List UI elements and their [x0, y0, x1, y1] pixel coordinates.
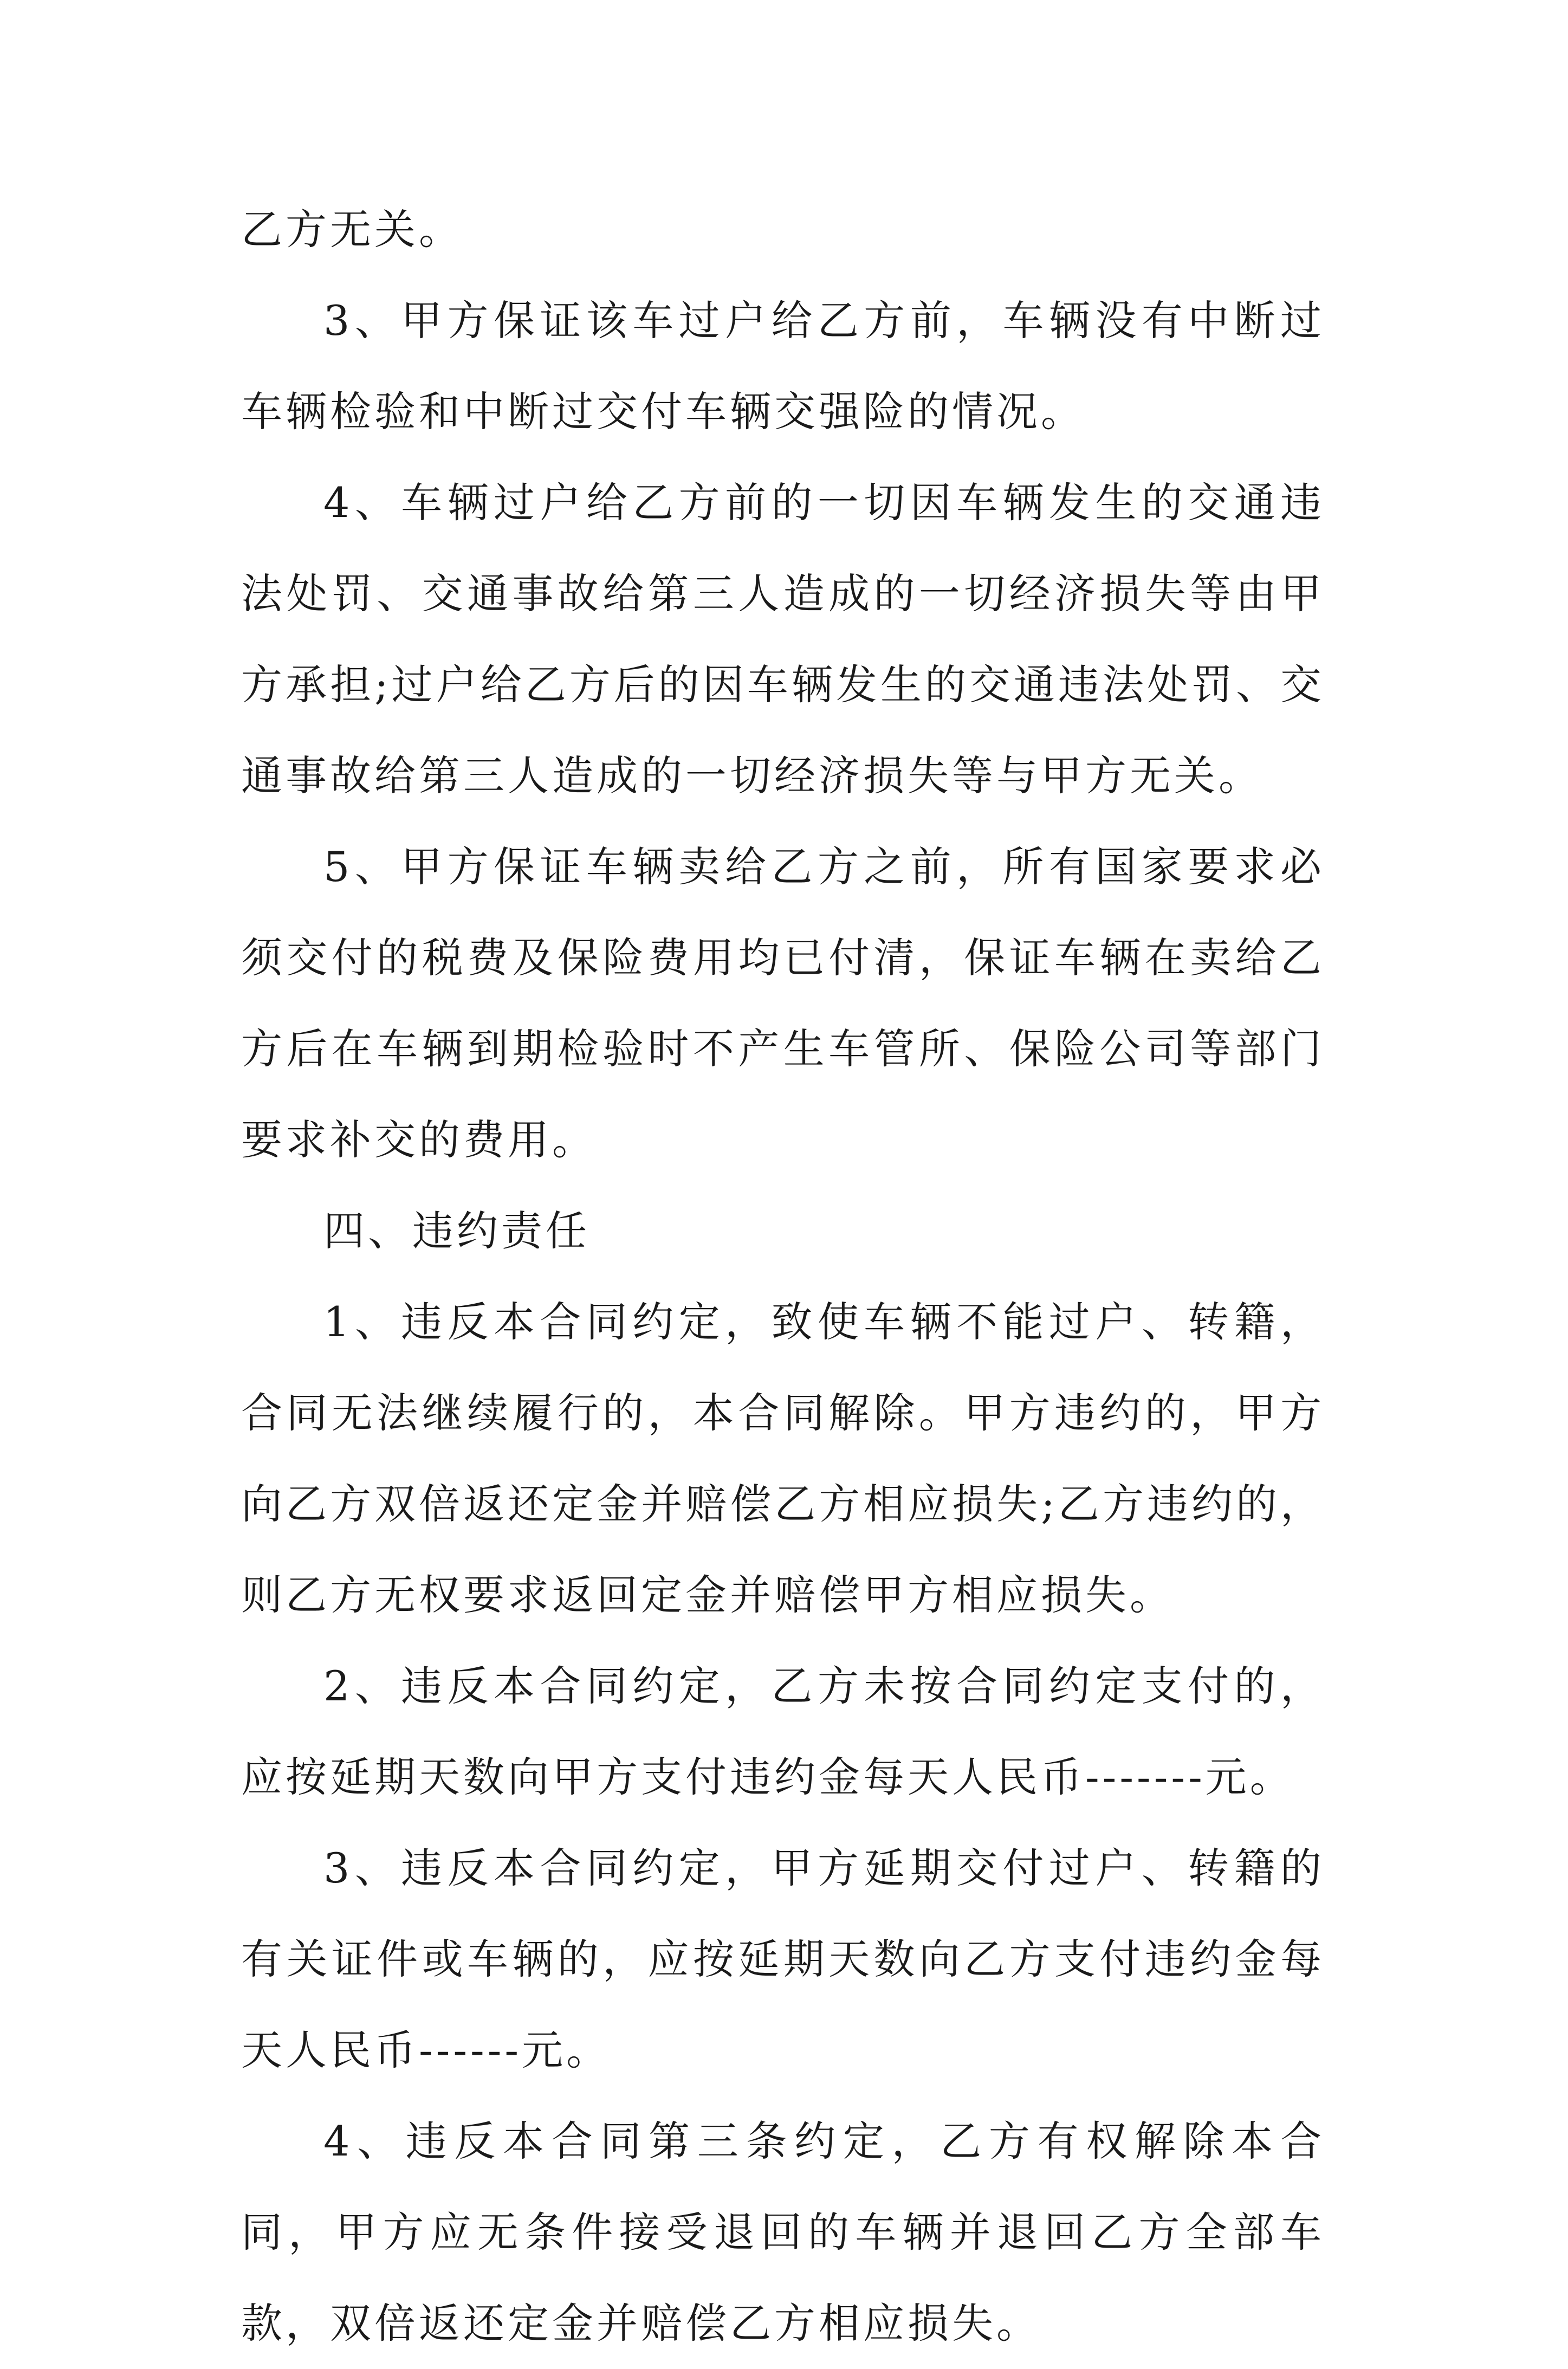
section-heading-breach: 四、违约责任 [323, 1207, 590, 1255]
breach-clause-1: 1、违反本合同约定，致使车辆不能过户、转籍，合同无法继续履行的，本合同解除。甲方违约的，甲方向乙方双倍返还定金并赔偿乙方相应损失;乙方违约的，则乙方无权要求返回定金并赔偿甲方相应损失。 [241, 1298, 1325, 1619]
breach-clause-4: 4、违反本合同第三条约定，乙方有权解除本合同，甲方应无条件接受退回的车辆并退回乙方全部车款，双倍返还定金并赔偿乙方相应损失。 [241, 2117, 1325, 2347]
breach-clause-3: 3、违反本合同约定，甲方延期交付过户、转籍的有关证件或车辆的，应按延期天数向乙方支付违约金每天人民币------元。 [241, 1844, 1325, 2074]
clause-5-taxes-fees: 5、甲方保证车辆卖给乙方之前，所有国家要求必须交付的税费及保险费用均已付清，保证车辆在卖给乙方后在车辆到期检验时不产生车管所、保险公司等部门要求补交的费用。 [241, 843, 1325, 1164]
contract-body [241, 184, 1325, 2369]
clause-3-inspection-insurance: 3、甲方保证该车过户给乙方前，车辆没有中断过车辆检验和中断过交付车辆交强险的情况。 [241, 296, 1325, 436]
paragraph-continuation: 乙方无关。 [241, 205, 463, 254]
clause-4-liability-before-transfer: 4、车辆过户给乙方前的一切因车辆发生的交通违法处罚、交通事故给第三人造成的一切经济损失等由甲方承担;过户给乙方后的因车辆发生的交通违法处罚、交通事故给第三人造成的一切经济损失等与甲方无关。 [241, 478, 1325, 800]
breach-clause-2: 2、违反本合同约定，乙方未按合同约定支付的，应按延期天数向甲方支付违约金每天人民币-------元。 [241, 1662, 1325, 1801]
